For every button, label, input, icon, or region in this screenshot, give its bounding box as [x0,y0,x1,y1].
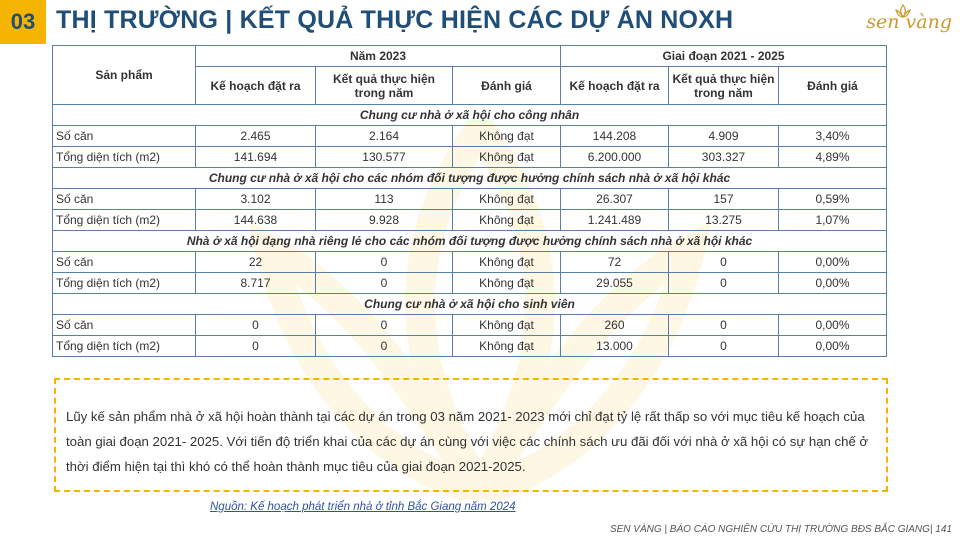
product-header: Sản phẩm [53,46,196,105]
results-table [52,45,887,357]
row-label: Tổng diện tích (m2) [53,273,196,294]
table-cell: 29.055 [561,273,669,294]
table-cell: Không đạt [453,315,561,336]
table-cell: 13.275 [669,210,779,231]
table-cell: 0 [316,252,453,273]
table-cell: 4.909 [669,126,779,147]
section-number-badge: 03 [0,0,46,44]
table-row [53,126,887,147]
table-cell: Không đạt [453,126,561,147]
section-title: Chung cư nhà ở xã hội cho các nhóm đối tượng được hưởng chính sách nhà ở xã hội khác [53,168,887,189]
row-label: Số căn [53,252,196,273]
table-cell: 8.717 [196,273,316,294]
table-cell: 0,00% [779,273,887,294]
col-header: Kế hoạch đặt ra [196,67,316,105]
table-cell: 26.307 [561,189,669,210]
table-cell: 22 [196,252,316,273]
table-cell: 0 [316,336,453,357]
table-cell: 6.200.000 [561,147,669,168]
brand-logo [860,6,952,38]
table-cell: 0,59% [779,189,887,210]
table-cell: 0 [669,273,779,294]
source-link[interactable]: Nguồn: Kế hoạch phát triển nhà ở tỉnh Bắc Giang năm 2024 [210,501,516,513]
section-row [53,231,887,252]
table-cell: 72 [561,252,669,273]
table-cell: 3,40% [779,126,887,147]
col-header: Đánh giá [453,67,561,105]
table-row [53,147,887,168]
table-cell: 113 [316,189,453,210]
table-cell: 0 [316,273,453,294]
table-cell: 141.694 [196,147,316,168]
table-cell: 144.208 [561,126,669,147]
table-cell: 0 [669,336,779,357]
table-row [53,336,887,357]
table-cell: Không đạt [453,273,561,294]
table-cell: 0 [196,336,316,357]
table-cell: 260 [561,315,669,336]
table-cell: 1.241.489 [561,210,669,231]
table-row [53,210,887,231]
table-cell: 0,00% [779,336,887,357]
table-cell: 3.102 [196,189,316,210]
table-cell: 157 [669,189,779,210]
table-cell: 2.465 [196,126,316,147]
row-label: Tổng diện tích (m2) [53,147,196,168]
table-row [53,189,887,210]
col-header: Đánh giá [779,67,887,105]
table-row [53,273,887,294]
table-cell: Không đạt [453,189,561,210]
table-cell: 0 [196,315,316,336]
table-cell: 2.164 [316,126,453,147]
col-header: Kết quả thực hiện trong năm [669,67,779,105]
table-cell: 303.327 [669,147,779,168]
row-label: Số căn [53,189,196,210]
group-header-2023: Năm 2023 [196,46,561,67]
table-cell: 130.577 [316,147,453,168]
table-cell: Không đạt [453,252,561,273]
section-title: Nhà ở xã hội dạng nhà riêng lẻ cho các nhóm đối tượng được hưởng chính sách nhà ở xã hội khác [53,231,887,252]
lotus-icon [894,4,912,20]
summary-note: Lũy kế sản phẩm nhà ở xã hội hoàn thành tại các dự án trong 03 năm 2021- 2023 mới chỉ đạt tỷ lệ rất thấp so với mục tiêu kế hoạch của toàn giai đoạn 2021- 2025. Với tiến độ triển khai của các dự án cùng với việc các chính sách ưu đãi đối với nhà ở xã hội có sự hạn chế ở thời điểm hiện tại thì khó có thể hoàn thành mục tiêu của giai đoạn 2021-2025. [54,378,888,492]
section-title: Chung cư nhà ở xã hội cho sinh viên [53,294,887,315]
table-row [53,315,887,336]
table-cell: 4,89% [779,147,887,168]
page-footer: SEN VÀNG | BÁO CÁO NGHIÊN CỨU THỊ TRƯỜNG BĐS BẮC GIANG| 141 [609,524,952,535]
row-label: Số căn [53,126,196,147]
table-cell: 1,07% [779,210,887,231]
page-title: THỊ TRƯỜNG | KẾT QUẢ THỰC HIỆN CÁC DỰ ÁN NOXH [56,6,734,34]
table-cell: 9.928 [316,210,453,231]
table-cell: 0 [669,252,779,273]
group-header-2021-2025: Giai đoạn 2021 - 2025 [561,46,887,67]
logo-text: sen vàng [866,11,952,33]
col-header: Kết quả thực hiện trong năm [316,67,453,105]
table-cell: 0 [669,315,779,336]
table-cell: Không đạt [453,210,561,231]
row-label: Tổng diện tích (m2) [53,210,196,231]
table-cell: 144.638 [196,210,316,231]
section-row [53,294,887,315]
row-label: Tổng diện tích (m2) [53,336,196,357]
table-cell: Không đạt [453,336,561,357]
header [0,0,960,44]
row-label: Số căn [53,315,196,336]
table-header-row [53,46,887,67]
table-cell: 0,00% [779,315,887,336]
table-cell: 13.000 [561,336,669,357]
col-header: Kế hoạch đặt ra [561,67,669,105]
section-row [53,168,887,189]
section-title: Chung cư nhà ở xã hội cho công nhân [53,105,887,126]
section-row [53,105,887,126]
table-cell: 0 [316,315,453,336]
table-cell: Không đạt [453,147,561,168]
table-row [53,252,887,273]
table-cell: 0,00% [779,252,887,273]
